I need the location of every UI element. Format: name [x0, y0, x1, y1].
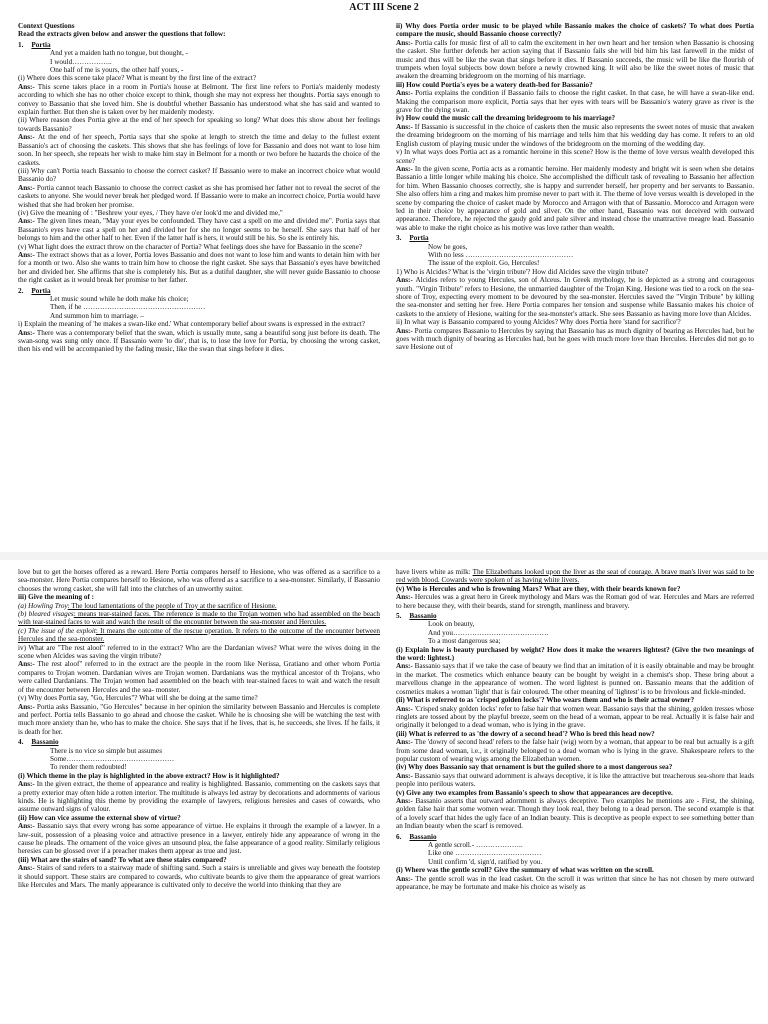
- section-number: 3.: [396, 234, 402, 243]
- question: (v) What light does the extract throw on the character of Portia? What feelings does she have for Bassanio in the scene?: [18, 242, 363, 251]
- section-number: 1.: [18, 40, 24, 49]
- speaker-name: Portia: [409, 234, 429, 243]
- question: (iv) Why does Bassanio say that ornament is but the guiled shore to a most dangerous sea?: [396, 763, 673, 772]
- quote-line: A gentle scroll.- ………………..: [428, 841, 523, 849]
- section-number: 5.: [396, 612, 402, 621]
- question: (iii) Why can't Portia teach Bassanio to choose the correct casket? If Bassanio were to make an incorrect choice what would Bassanio do?: [18, 166, 380, 184]
- question: (ii) How can vice assume the external show of virtue?: [18, 813, 181, 822]
- question: iii) Give the meaning of :: [18, 593, 95, 602]
- question: iv) How could the music call the dreaming bridegroom to his marriage?: [396, 114, 616, 123]
- quote-line: Until confirm 'd, sign'd, ratified by you.: [428, 857, 543, 866]
- answer: Ans:- 'Crisped snaky golden locks' refer to false hair that women wear. Bassanio says that the shining, golden tresses whose ringlets are tossed about by the playful breeze, seem on the head of a woman, appear to be real. Actually it is false hair and originally it belonged to a dead woman, who is lying in the grave.: [396, 704, 754, 730]
- quote-line: And you………………………………….: [428, 628, 549, 637]
- page2-right-column: [396, 568, 754, 1024]
- page1-left-column: [18, 22, 380, 550]
- answer: Ans:- The rest aloof" referred to in the extract are the people in the room like Nerissa, Gratiano and other whom Portia compares to Trojan women. Dardanian wives are Trojan women. Dardanians was the mythical ancestor of th Trojans, who were called Dardanians. The Trojan women had assembled on the beach with tear-stained faces to wait and watch the result of the encounter between Hercules and the sea- monster.: [18, 660, 380, 694]
- section-2-heading: [18, 287, 380, 295]
- answer: Ans:- Alcides refers to young Hercules, son of Alceus. In Greek mythology, he is depicted as a strong and courageous youth. "Virgin Tribute" refers to Hesione, the unmarried daughter of the Trojan King. Hesione was tied to a rock on the sea-shore of Troy, expecting every moment to be devoured by the sea-monster. Hercules saved the "Virgin Tribute" by killing the sea-monster and setting her free. Here Portia compares her tension and suspense while Bassanio makes his choice of caskets to the anxiety of Hesione, waiting for the sea-monster's attack. She sees Bassanio as having more love than Alcides.: [396, 276, 754, 318]
- question: ii) In what way is Bassanio compared to young Alcides? Why does Portia here 'stand for sacrifice'?: [396, 318, 681, 327]
- question: (i) Explain how is beauty purchased by weight? How does it make the wearers lightest? (Give the two meanings of the word: lightest.): [396, 645, 754, 663]
- continued-text: have livers white as milk: The Elizabethans looked upon the liver as the seat of courage. A brave man's liver was said to be red with blood. Cowards were spoken of as having white livers.: [396, 568, 754, 585]
- answer: Ans:- Portia compares Bassanio to Hercules by saying that Bassanio has as much dignity of bearing as Hercules had, but he goes with much dignity of bearing as Hercules had, but he goes with much more love than Hercules. Hercules did not go to save Hesione out of: [396, 326, 754, 352]
- meaning-item: (a) Howling Troy: The loud lamentations of the people of Troy at the sacrifice of Hesione.: [18, 601, 277, 610]
- section-number: 4.: [18, 738, 24, 747]
- meaning-item: (c) The issue of the exploit: It means the outcome of the rescue operation. It refers to the outcome of the encounter between Hercules and the sea-monster.: [18, 626, 380, 644]
- question: i) Explain the meaning of 'he makes a swan-like end.' What contemporary belief about swans is expressed in the extract?: [18, 320, 365, 329]
- meaning-item: (b) bleared visages: means tear-stained faces. The reference is made to the Trojan women who had assembled on the beach with tear-stained faces to wait and watch the result of the encounter between the sea-monster and Hercules.: [18, 610, 380, 627]
- page-two: [0, 560, 768, 1024]
- quote-line: One half of me is yours, the other half yours, -: [50, 66, 184, 75]
- speaker-name: Portia: [31, 286, 51, 295]
- question: (i) Where does this scene take place? What is meant by the first line of the extract?: [18, 74, 257, 83]
- answer: Ans:- Portia calls for music first of all to calm the excitement in her own heart and her tension when Bassanio is choosing the casket. She further defends her action saying that if Bassanio fails she will bid him his last farewell in the midst of music and thus will be like the swan that sings before it dies. If Bassanio succeeds, the music will be like the flourish of trumpets when loyal subjects bow down before a newly crowned king. It will also be like the sweet notes of music that awaken the dreaming bridegroom on the morning of his marriage.: [396, 38, 754, 81]
- page2-left-column: [18, 568, 380, 1024]
- question: (iii) What are the stairs of sand? To what are these stairs compared?: [18, 855, 227, 864]
- quote-line: Now he goes,: [428, 242, 468, 251]
- instruction: Read the extracts given below and answer the questions that follow:: [18, 30, 226, 39]
- section-5-heading: [396, 612, 754, 620]
- question: (v) Who is Hercules and who is frowning Mars? What are they, with their beards known for?: [396, 584, 681, 593]
- answer: Ans:- In the given scene, Portia acts as a romantic heroine. Her maidenly modesty and bright wit is seen when she detains Bassanio a little longer while making his choice. She accomplished the difficult task of revealing to Bassanio her affection for him. When Bassanio chooses correctly, she is happy and surrender herself, her property and her servants to Bassanio. She also offers him a ring and makes him promise never to part with it. The theme of love versus wealth is developed in the scene by comparing the choice of casket made by Morocco and Arragon with that of Bassanio. Morocco and Arragon were led in their choice by appearance of gold and silver. On the other hand, Bassanio was not deceived with outward appearance. Therefore, he rejected the gaudy gold and pale silver and instead chose the unattractive meagre lead. Bassanio was able to make the right choice as his motive was love rather than wealth.: [396, 164, 754, 232]
- question: (v) Give any two examples from Bassanio's speech to show that appearances are deceptive.: [396, 788, 673, 797]
- quote-line: Look on beauty,: [428, 620, 475, 629]
- answer: Ans:- Hercules was a great hero in Greek mythology and Mars was the Roman god of war. Hercules and Mars are referred to here because they, with their beards, stand for strength, manliness and bravery.: [396, 593, 754, 610]
- section-3-heading: [396, 234, 754, 242]
- speaker-name: Bassanio: [409, 832, 437, 841]
- answer: Ans:- The gentle scroll was in the lead casket. On the scroll it was written that since he has not chosen by mere outward appearance, he may be fortunate and make his choice as wisely as: [396, 874, 754, 892]
- speaker-name: Bassanio: [409, 612, 437, 621]
- question: (i) Where was the gentle scroll? Give the summary of what was written on the scroll.: [396, 866, 654, 875]
- question: 1) Who is Alcides? What is the 'virgin tribute'? How did Alcides save the virgin tribute?: [396, 267, 649, 276]
- quote-line: I would……………..: [50, 57, 112, 66]
- answer: Ans:- In the given extract, the theme of appearance and reality is highlighted. Bassanio, commenting on the caskets says that a pretty exterior may often hide a rotten interior. The multitude is always led astray by decorations and adornments of various kinds. He is highlighting this theme by providing the example of lawyers, religious heresies and cases of cowards, who assume outward signs of valour.: [18, 780, 380, 814]
- answer: Ans:- The 'dowry of second head' refers to the false hair (wig) worn by a woman, that appear to be real but actually is a gift from some dead woman, i.e., it originally belonged to a dead woman who is lying in the grave. Shakespeare refers to the popular custom of wearing wigs among the Elizabethan women.: [396, 738, 754, 763]
- page1-right-column: [396, 22, 754, 550]
- quote-line: Like one ………………………………: [428, 849, 542, 858]
- question: (iv) Give the meaning of : "Beshrew your eyes, / They have o'er look'd me and divided me,": [18, 208, 283, 217]
- quote-line: And yet a maiden hath no tongue, but thought, -: [50, 49, 188, 58]
- question: v) In what ways does Portia act as a romantic heroine in this scene? How is the theme of love versus wealth developed this scene?: [396, 148, 754, 165]
- speaker-name: Portia: [31, 40, 51, 49]
- quote-line: And summon him to marriage. –: [50, 311, 144, 320]
- question: iv) What are "The rest aloof" referred to in the extract? Who are the Dardanian wives? What were the wives doing in the scene when Alcides was saving the virgin tribute?: [18, 643, 380, 661]
- quote-line: To render them redoubted!: [50, 763, 127, 772]
- answer: Ans:- There was a contemporary belief that the swan, which is usually mute, sang a beautiful song just before its death. The swan-song was sung only once. If Bassanio were 'to die', that is, to lose the love for Portia, by choosing the wrong casket, then his end will be accompanied by the fading music, like the swan that sings before it dies.: [18, 328, 380, 354]
- quote-line: There is no vice so simple but assumes: [50, 746, 162, 755]
- answer: Ans:- Bassanio asserts that outward adornment is always deceptive. Two examples he mentions are - First, the shining, golden false hair that some women wear. Though they look real, they belong to a dead person. The second example is that of a lovely scarf that hides the ugly face of an Indian beauty. This is deceptive as people expect to see something better than an Indian beauty when the scarf is removed.: [396, 796, 754, 831]
- speaker-name: Bassanio: [31, 738, 59, 747]
- question: ii) Why does Portia order music to be played while Bassanio makes the choice of caskets? To what does Portia compare the music, should Bassanio choose correctly?: [396, 22, 754, 39]
- quote-line: Some………………………………………: [50, 754, 175, 763]
- question: (iii) What is referred to as 'the dowry of a second head'? Who is bred this head now?: [396, 729, 655, 738]
- answer: Ans:- At the end of her speech, Portia says that she spoke at length to stretch the time and delay to the fullest extent Bassanio's act of choosing the caskets. This shows that she has feelings of love for Bassanio and does not want to lose him soon. In her speech, she repeats her wish to make him stay in Belmont for a month or two before he hazards the choice of the caskets.: [18, 133, 380, 167]
- section-1-heading: [18, 41, 380, 49]
- answer: Ans:- This scene takes place in a room in Portia's house at Belmont. The first line refers to Portia's maidenly modesty according to which she has no other choice except to think, though she may not express her thoughts. Portia says enough to convey to Bassanio that she loved him. She is doubtful whether Bassanio has understood what she has said and wanted to explain further. But then she is taken over by her maidenly modesty.: [18, 82, 380, 117]
- answer: Ans:- The given lines mean, "May your eyes be confounded. They have cast a spell on me and divided me". Portia says that Bassanio's eyes have cast a spell on her and divided her for she no longer seems to be herself. She says that half of her belongs to him and the other half to her. Even if the latter half is hers, it would still be his. So she is entirely his.: [18, 217, 380, 243]
- question: (ii) Where reason does Portia give at the end of her speech for speaking so long? What does this show about her feelings towards Bassanio?: [18, 116, 380, 133]
- answer: Ans:- Stairs of sand refers to a stairway made of shifting sand. Such a stairs is unreliable and gives way beneath the footstep it should support. These stairs are compared to cowards, who cultivate beards to give them the appearance of great warriors like Hercules and Mars. The manly appearance is cultivated only to deceive the world into thinking that they are: [18, 864, 380, 890]
- answer: Ans:- Bassanio says that outward adornment is always deceptive, it is like the attractive but treacherous sea-shore that leads people into perilous waters.: [396, 771, 754, 789]
- answer: Ans:- Bassanio says that every wrong has some appearance of virtue. He explains it through the example of a lawyer. In a law-suit, possession of a pleasing voice and attractive presence in a lawyer, entirely hide any appearance of wrong in the cause he pleads. The ornament of the voice gives an unsound plea, the false appearance of a good reality. Similarly religious heresies can be glossed over if a preacher makes them appear as true and just.: [18, 822, 380, 856]
- quote-line: With no less ………………………………………: [428, 250, 574, 259]
- context-heading: Context Questions: [18, 22, 75, 30]
- quote-line: Then, if he ……………………………………………: [50, 303, 206, 312]
- answer: Ans:- Portia asks Bassanio, "Go Hercules" because in her opinion the similarity between Bassanio and Hercules is complete and perfect. Portia tells Bassanio to go ahead and choose the casket. While he is choosing she will be watching the test with much more anxiety than he, who has to make the choice. She says that if he lives, that is, he succeeds, she lives. If he fails, it is death for her.: [18, 702, 380, 736]
- question: iii) How could Portia's eyes be a watery death-bed for Bassanio?: [396, 80, 593, 89]
- answer: Ans:- Portia explains the condition if Bassanio fails to choose the right casket. In that case, he will have a swan-like end. Making the comparison more explicit, Portia says that her eyes with tears will be Bassanio's watery grave as river is the grave for the dying swan.: [396, 89, 754, 115]
- question: (ii) What is referred to as 'crisped golden locks'? Who wears them and who is their actual owner?: [396, 696, 695, 705]
- answer: Ans:- The extract shows that as a lover, Portia loves Bassanio and does not want to lose him and wants to detain him with her for a month or two. Also she wants to train him how to choose the right casket. She says that Bassanio's eyes have bewitched her and divided her. She affirms that she is completely his. But as a dutiful daughter, she will never guide Bassanio to choose the right casket as it would break her promise to her father.: [18, 250, 380, 285]
- answer: Ans:- Bassanio says that if we take the case of beauty we find that an imitation of it is easily obtainable and may be brought in the market. The cosmetics which enhance beauty can be bought by weight in a chemist's shop. These bring about a marvellous change in the appearance of women. The word lightest is punned on. Bassanio means that the addition of cosmetics makes a woman 'light' that is fair coloured. The other meaning of 'lightest' is to be frivolous and fickle-minded.: [396, 662, 754, 696]
- question: (i) Which theme in the play is highlighted in the above extract? How is it highlighted?: [18, 771, 280, 780]
- continued-text: love but to get the horses offered as a reward. Here Portia compares herself to Hesione, who was offered as a sacrifice to a sea-monster. Here Portia compares herself to Hesione, who was offered as a sacrifice to a sea-monster. Similarly, if Bassanio chooses the wrong casket, she will fall into the clutches of an unworthy suitor.: [18, 568, 380, 593]
- section-4-heading: [18, 738, 380, 746]
- quote-line: To a most dangerous sea;: [428, 637, 501, 646]
- quote-line: Let music sound while he doth make his choice;: [50, 295, 189, 303]
- section-number: 6.: [396, 832, 402, 841]
- quote-line: The issue of the exploit. Go, Hercules!: [428, 259, 540, 268]
- question: (v) Why does Portia say, "Go, Hercules"? What will she be doing at the same time?: [18, 694, 258, 703]
- page-title: ACT III Scene 2: [349, 2, 419, 13]
- section-number: 2.: [18, 286, 24, 295]
- section-6-heading: [396, 833, 754, 841]
- answer: Ans:- Portia cannot teach Bassanio to choose the correct casket as she has promised her father not to reveal the secret of the caskets to anyone. She would never break her pledged word. If Bassanio were to make an incorrect choice, Portia would have wished that she had broken her promise.: [18, 183, 380, 209]
- answer: Ans:- If Bassanio is successful in the choice of caskets then the music also represents the sweet notes of music that awaken the dreaming bridegroom on the morning of his marriage and tells him that his wedding day has come. It refers to an old English custom of playing music under the windows of the bridegroom on the morning of the wedding day.: [396, 122, 754, 148]
